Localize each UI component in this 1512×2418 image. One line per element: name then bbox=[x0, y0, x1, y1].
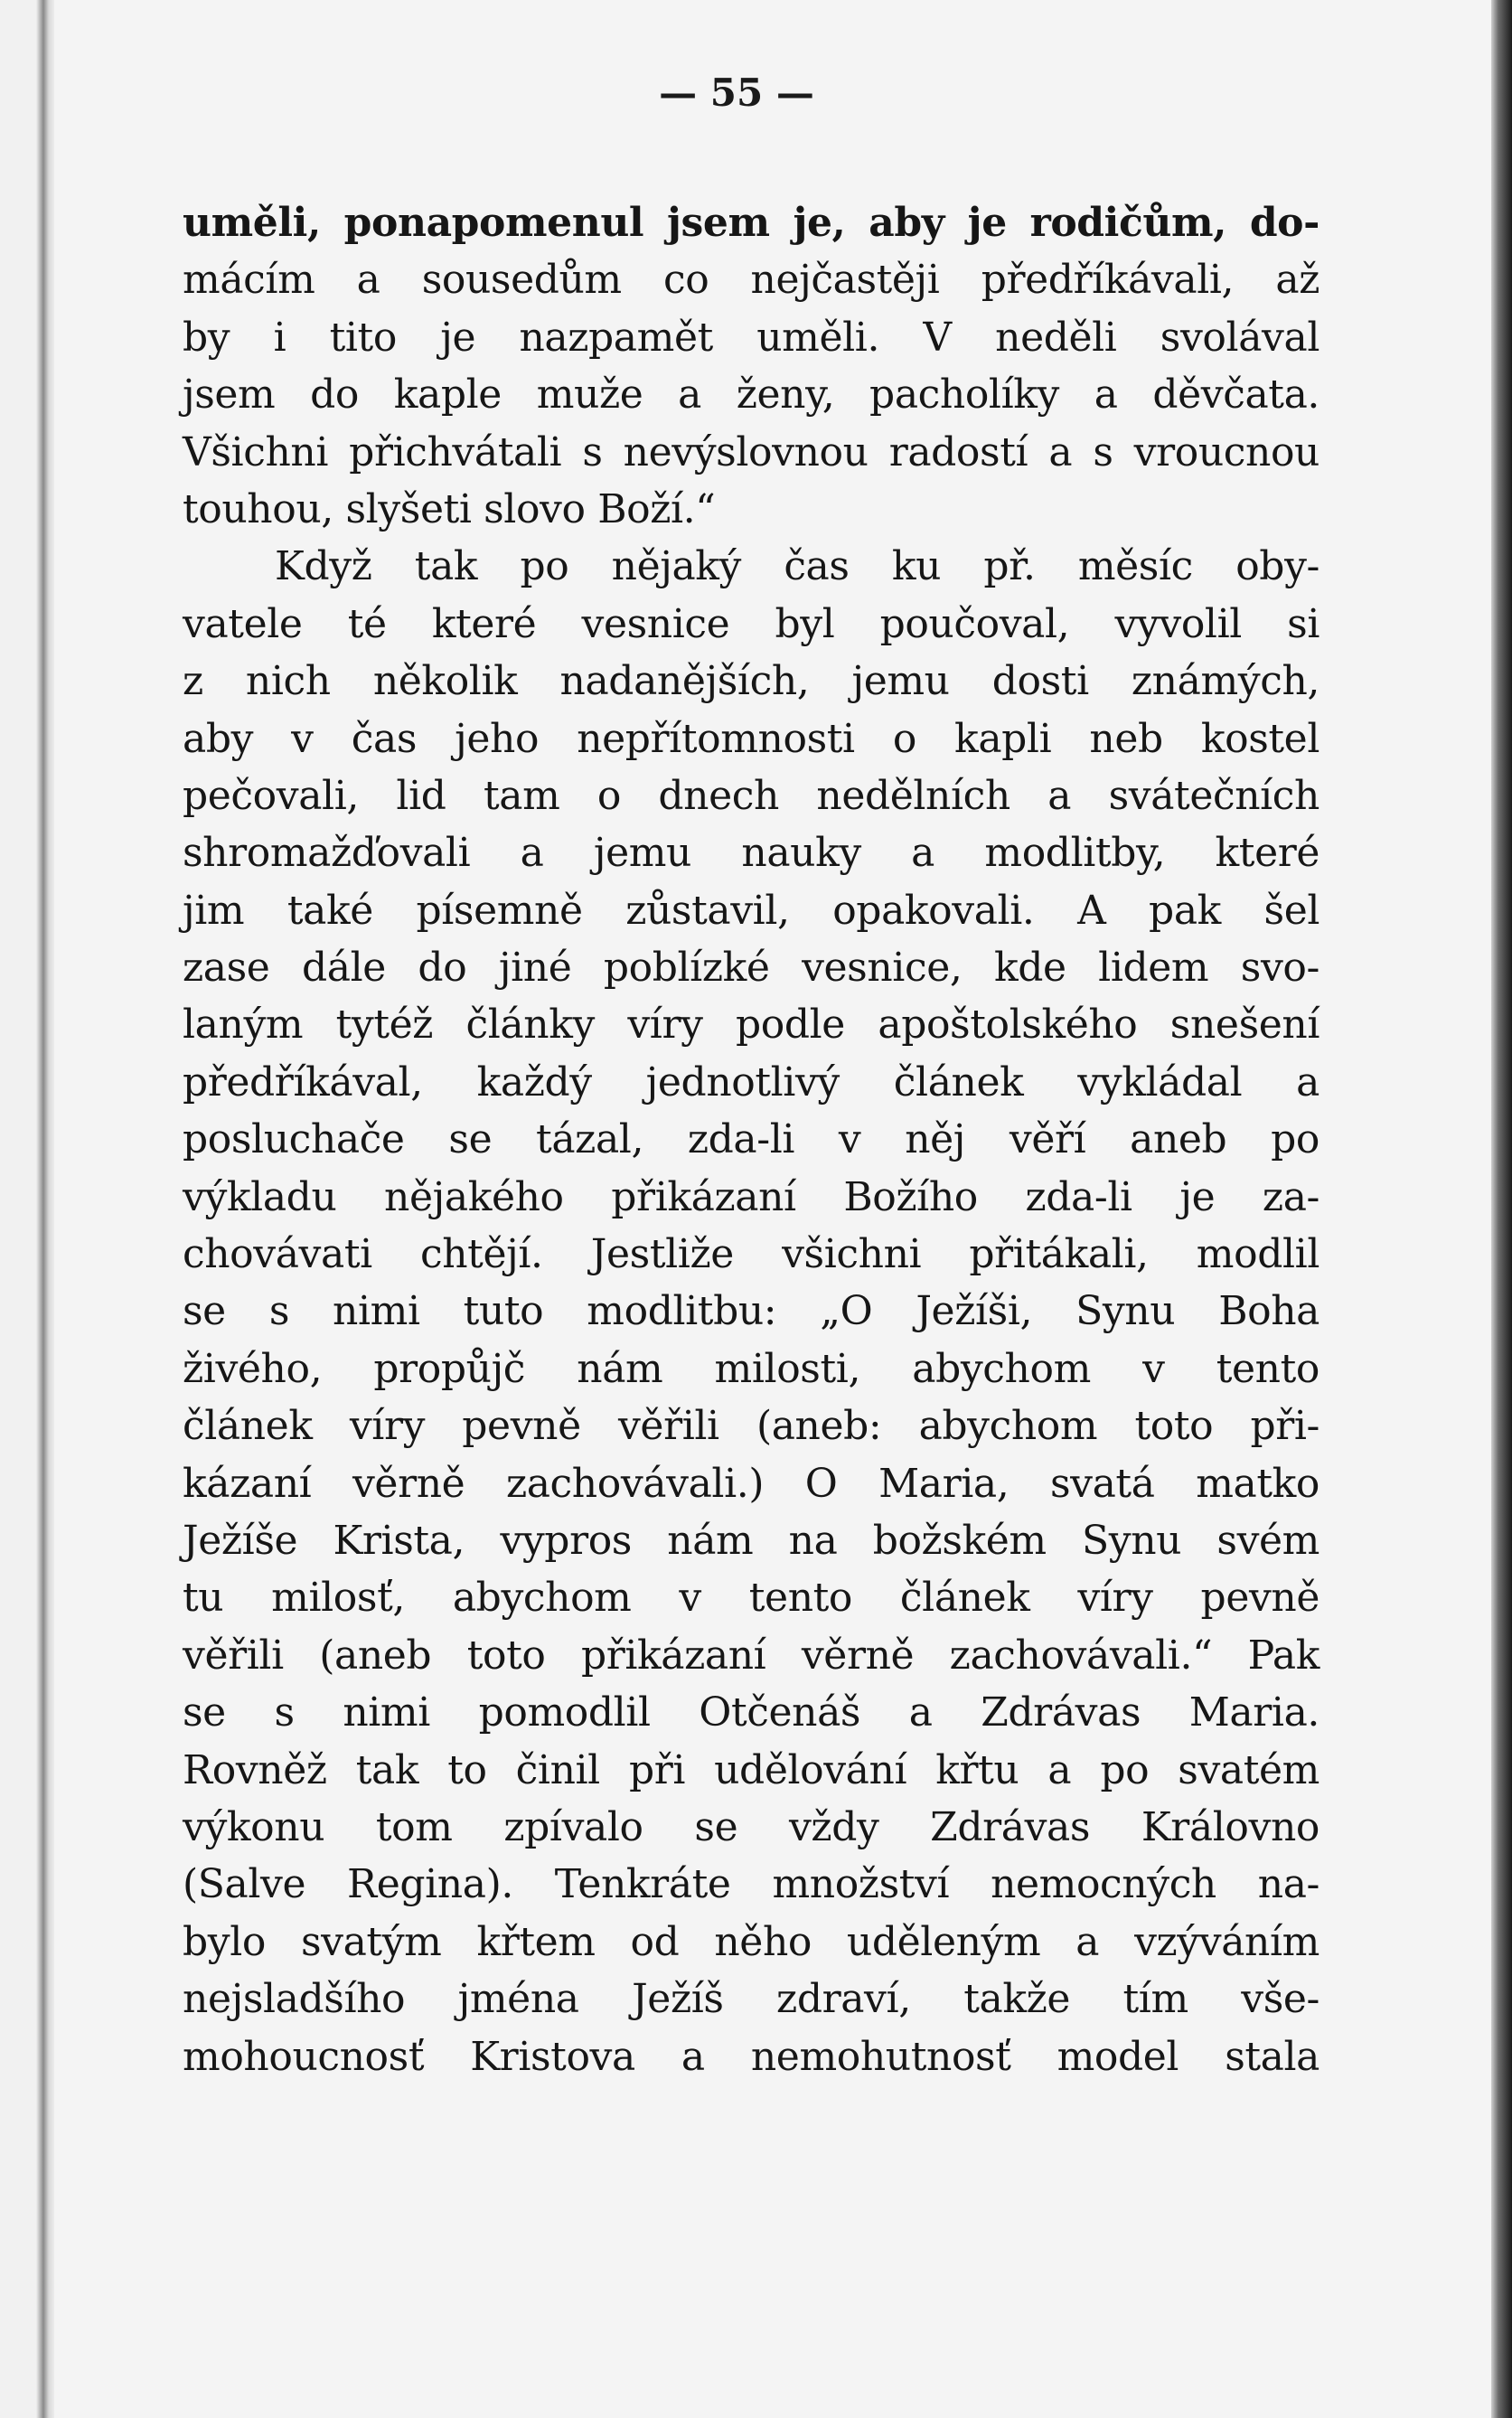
page-right-edge bbox=[1491, 0, 1512, 2418]
book-page bbox=[54, 0, 1491, 2418]
text-line: pečovali, lid tam o dnech nedělních a svátečních bbox=[183, 772, 1319, 819]
text-line: Rovněž tak to činil při udělování křtu a po svatém bbox=[183, 1746, 1319, 1793]
body-text bbox=[183, 194, 1319, 2085]
text-line: (Salve Regina). Tenkráte množství nemocných na- bbox=[183, 1861, 1319, 1908]
text-line: mácím a sousedům co nejčastěji předříkávali, až bbox=[183, 257, 1319, 304]
text-line: Všichni přichvátali s nevýslovnou radostí a s vroucnou bbox=[183, 428, 1319, 475]
text-line: se s nimi tuto modlitbu: „O Ježíši, Synu Boha bbox=[183, 1288, 1319, 1335]
text-line: shromažďovali a jemu nauky a modlitby, které bbox=[183, 830, 1319, 877]
text-line: se s nimi pomodlil Otčenáš a Zdrávas Maria. bbox=[183, 1689, 1319, 1736]
text-line: by i tito je nazpamět uměli. V neděli svolával bbox=[183, 314, 1319, 361]
previous-page-edge bbox=[0, 0, 54, 2418]
page-number: — 55 — bbox=[659, 71, 814, 115]
text-line: mohoucnosť Kristova a nemohutnosť model stala bbox=[183, 2033, 1319, 2080]
text-line: Když tak po nějaký čas ku př. měsíc oby- bbox=[275, 543, 1319, 590]
text-line: jsem do kaple muže a ženy, pacholíky a děvčata. bbox=[183, 372, 1319, 419]
text-line: živého, propůjč nám milosti, abychom v tento bbox=[183, 1345, 1319, 1392]
text-line: článek víry pevně věřili (aneb: abychom toto při- bbox=[183, 1403, 1319, 1450]
text-line: tu milosť, abychom v tento článek víry pevně bbox=[183, 1575, 1319, 1622]
text-line: Ježíše Krista, vypros nám na božském Synu svém bbox=[183, 1517, 1319, 1564]
text-line: posluchače se tázal, zda-li v něj věří aneb po bbox=[183, 1116, 1319, 1163]
text-line: laným tytéž články víry podle apoštolského snešení bbox=[183, 1002, 1319, 1049]
text-line: nejsladšího jména Ježíš zdraví, takže tím vše- bbox=[183, 1976, 1319, 2023]
text-line: předříkával, každý jednotlivý článek vykládal a bbox=[183, 1058, 1319, 1106]
text-line: výkonu tom zpívalo se vždy Zdrávas Královno bbox=[183, 1803, 1319, 1850]
text-line: bylo svatým křtem od něho uděleným a vzýváním bbox=[183, 1918, 1319, 1965]
text-line: chovávati chtějí. Jestliže všichni přitákali, modlil bbox=[183, 1231, 1319, 1278]
text-line: vatele té které vesnice byl poučoval, vyvolil si bbox=[183, 600, 1319, 647]
text-line: z nich několik nadanějších, jemu dosti známých, bbox=[183, 658, 1319, 705]
text-line: výkladu nějakého přikázaní Božího zda-li je za- bbox=[183, 1173, 1319, 1220]
text-line: aby v čas jeho nepřítomnosti o kapli neb kostel bbox=[183, 715, 1319, 762]
text-line: zase dále do jiné poblízké vesnice, kde lidem svo- bbox=[183, 945, 1319, 992]
text-line: věřili (aneb toto přikázaní věrně zachovávali.“ Pak bbox=[183, 1632, 1319, 1679]
text-line: touhou, slyšeti slovo Boží.“ bbox=[183, 485, 716, 532]
text-line: jim také písemně zůstavil, opakovali. A pak šel bbox=[183, 887, 1319, 934]
text-line: uměli, ponapomenul jsem je, aby je rodičům, do- bbox=[183, 200, 1319, 246]
text-line: kázaní věrně zachovávali.) O Maria, svatá matko bbox=[183, 1460, 1319, 1507]
